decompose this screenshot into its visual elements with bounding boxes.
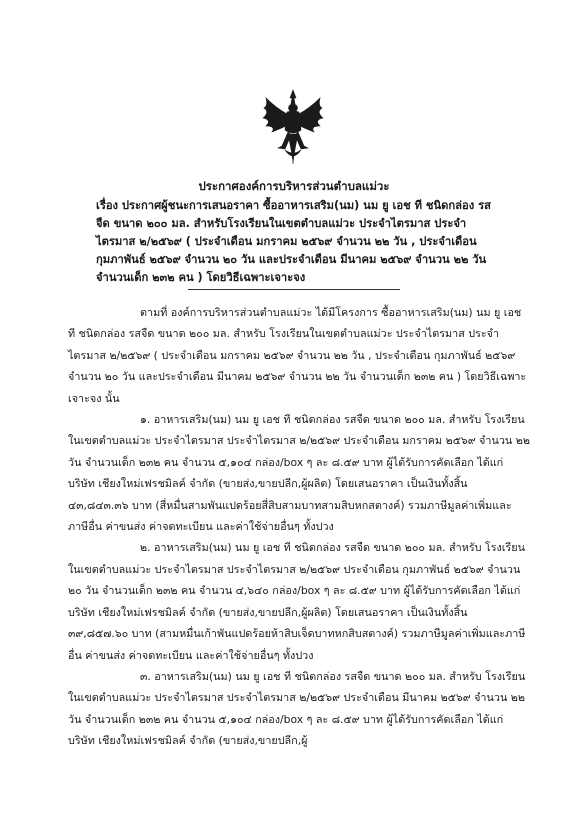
garuda-emblem-icon <box>258 88 328 168</box>
announcement-subject: เรื่อง ประกาศผู้ชนะการเสนอราคา ซื้ออาหารเสริม(นม) นม ยู เอช ที ชนิดกล่อง รสจืด ขนาด ๒๐๐ มล. สำหรับโรงเรียนในเขตตำบลแม่วะ ประจำไตรมาส ประจำไตรมาส ๒/๒๕๖๙ ( ประจำเดือน มกราคม ๒๕๖๙ จำนวน ๒๒ วัน , ประจำเดือน กุมภาพันธ์ ๒๕๖๙ จำนวน ๒๐ วัน และประจำเดือน มีนาคม ๒๕๖๙ จำนวน ๒๒ วัน จำนวนเด็ก ๒๓๒ คน ) โดยวิธีเฉพาะเจาะจง <box>96 199 491 284</box>
item-paragraph: ๑. อาหารเสริม(นม) นม ยู เอช ที ชนิดกล่อง รสจืด ขนาด ๒๐๐ มล. สำหรับ โรงเรียนในเขตตำบลแม่วะ ประจำไตรมาส ประจำไตรมาส ๒/๒๕๖๙ ประจำเดือน มกราคม ๒๕๖๙ จำนวน ๒๒ วัน จำนวนเด็ก ๒๓๒ คน จำนวน ๕,๑๐๔ กล่อง/box ๆ ละ ๘.๕๙ บาท ผู้ได้รับการคัดเลือก ได้แก่ บริษัท เชียงใหม่เฟรชมิลค์ จำกัด (ขายส่ง,ขายปลีก,ผู้ผลิต) โดยเสนอราคา เป็นเงินทั้งสิ้น ๔๓,๘๔๓.๓๖ บาท (สี่หมื่นสามพันแปดร้อยสี่สิบสามบาทสามสิบหกสตางค์) รวมภาษีมูลค่าเพิ่มและภาษีอื่น ค่าขนส่ง ค่าจดทะเบียน และค่าใช้จ่ายอื่นๆ ทั้งปวง <box>68 413 530 534</box>
item-paragraph: ๓. อาหารเสริม(นม) นม ยู เอช ที ชนิดกล่อง รสจืด ขนาด ๒๐๐ มล. สำหรับ โรงเรียนในเขตตำบลแม่วะ ประจำไตรมาส ประจำไตรมาส ๒/๒๕๖๙ ประจำเดือน มีนาคม ๒๕๖๙ จำนวน ๒๒ วัน จำนวนเด็ก ๒๓๒ คน จำนวน ๕,๑๐๔ กล่อง/box ๆ ละ ๘.๕๙ บาท ผู้ได้รับการคัดเลือก ได้แก่ บริษัท เชียงใหม่เฟรชมิลค์ จำกัด (ขายส่ง,ขายปลีก,ผู้ <box>68 669 526 748</box>
organization-title: ประกาศองค์การบริหารส่วนตำบลแม่วะ <box>198 179 390 193</box>
announcement-body <box>68 302 530 752</box>
divider <box>188 289 400 290</box>
intro-paragraph: ตามที่ องค์การบริหารส่วนตำบลแม่วะ ได้มีโครงการ ซื้ออาหารเสริม(นม) นม ยู เอช ที ชนิดกล่อง รสจืด ขนาด ๒๐๐ มล. สำหรับ โรงเรียนในเขตตำบลแม่วะ ประจำไตรมาส ประจำไตรมาส ๒/๒๕๖๙ ( ประจำเดือน มกราคม ๒๕๖๙ จำนวน ๒๒ วัน , ประจำเดือน กุมภาพันธ์ ๒๕๖๙ จำนวน ๒๐ วัน และประจำเดือน มีนาคม ๒๕๖๙ จำนวน ๒๒ วัน จำนวนเด็ก ๒๓๒ คน ) โดยวิธีเฉพาะเจาะจง นั้น <box>68 306 527 405</box>
item-paragraph: ๒. อาหารเสริม(นม) นม ยู เอช ที ชนิดกล่อง รสจืด ขนาด ๒๐๐ มล. สำหรับ โรงเรียนในเขตตำบลแม่วะ ประจำไตรมาส ประจำไตรมาส ๒/๒๕๖๙ ประจำเดือน กุมภาพันธ์ ๒๕๖๙ จำนวน ๒๐ วัน จำนวนเด็ก ๒๓๒ คน จำนวน ๔,๖๔๐ กล่อง/box ๆ ละ ๘.๕๙ บาท ผู้ได้รับการคัดเลือก ได้แก่ บริษัท เชียงใหม่เฟรชมิลค์ จำกัด (ขายส่ง,ขายปลีก,ผู้ผลิต) โดยเสนอราคา เป็นเงินทั้งสิ้น ๓๙,๘๕๗.๖๐ บาท (สามหมื่นเก้าพันแปดร้อยห้าสิบเจ็ดบาทหกสิบสตางค์) รวมภาษีมูลค่าเพิ่มและภาษีอื่น ค่าขนส่ง ค่าจดทะเบียน และค่าใช้จ่ายอื่นๆ ทั้งปวง <box>68 541 526 662</box>
